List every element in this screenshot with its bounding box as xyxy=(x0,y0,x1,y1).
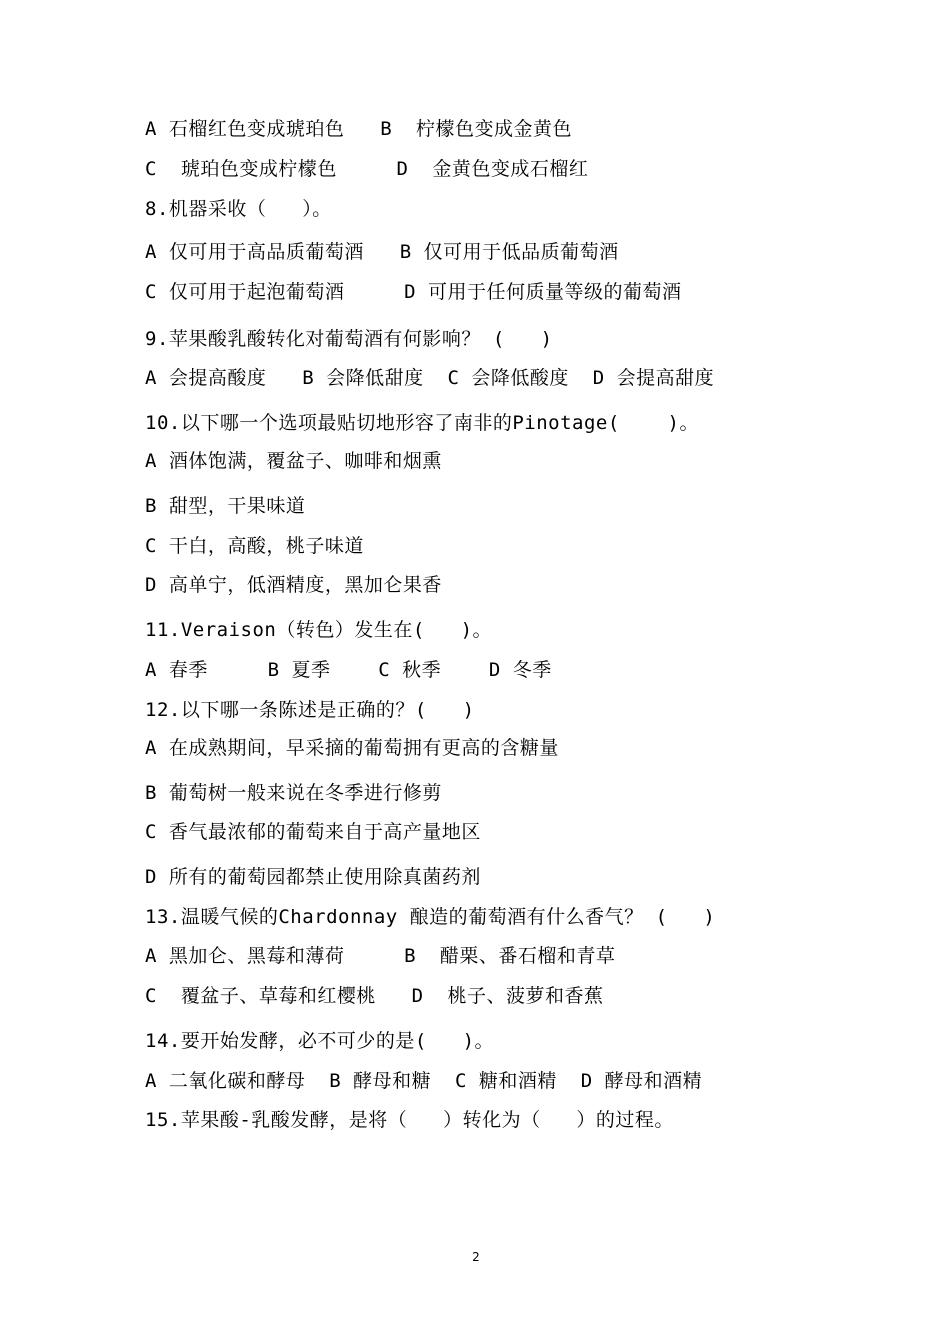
question-10-option-d: D 高单宁，低酒精度，黑加仑果香 xyxy=(145,574,442,596)
question-12-stem: 12.以下哪一条陈述是正确的？( ) xyxy=(145,699,475,721)
question-12-option-a: A 在成熟期间，早采摘的葡萄拥有更高的含糖量 xyxy=(145,737,559,759)
question-13-stem: 13.温暖气候的Chardonnay 酿造的葡萄酒有什么香气？ ( ) xyxy=(145,906,716,928)
question-9-options: A 会提高酸度 B 会降低甜度 C 会降低酸度 D 会提高甜度 xyxy=(145,367,715,389)
question-7-options-ab: A 石榴红色变成琥珀色 B 柠檬色变成金黄色 xyxy=(145,118,573,140)
question-13-options-ab: A 黑加仑、黑莓和薄荷 B 醋栗、番石榴和青草 xyxy=(145,945,616,967)
question-8-options-cd: C 仅可用于起泡葡萄酒 D 可用于任何质量等级的葡萄酒 xyxy=(145,281,682,303)
question-13-options-cd: C 覆盆子、草莓和红樱桃 D 桃子、菠萝和香蕉 xyxy=(145,985,604,1007)
question-14-stem: 14.要开始发酵，必不可少的是( )。 xyxy=(145,1030,495,1052)
question-10-option-c: C 干白，高酸，桃子味道 xyxy=(145,535,364,557)
question-11-stem: 11.Veraison（转色）发生在( )。 xyxy=(145,619,493,641)
question-9-stem: 9.苹果酸乳酸转化对葡萄酒有何影响？ ( ) xyxy=(145,328,553,350)
question-8-stem: 8.机器采收（ ）。 xyxy=(145,198,332,220)
question-10-option-b: B 甜型，干果味道 xyxy=(145,495,306,517)
question-12-option-b: B 葡萄树一般来说在冬季进行修剪 xyxy=(145,782,442,804)
question-8-options-ab: A 仅可用于高品质葡萄酒 B 仅可用于低品质葡萄酒 xyxy=(145,241,619,263)
question-14-options: A 二氧化碳和酵母 B 酵母和糖 C 糖和酒精 D 酵母和酒精 xyxy=(145,1070,703,1092)
question-10-option-a: A 酒体饱满，覆盆子、咖啡和烟熏 xyxy=(145,450,442,472)
page-number: 2 xyxy=(472,1250,480,1264)
question-7-options-cd: C 琥珀色变成柠檬色 D 金黄色变成石榴红 xyxy=(145,158,589,180)
question-12-option-c: C 香气最浓郁的葡萄来自于高产量地区 xyxy=(145,821,481,843)
question-12-option-d: D 所有的葡萄园都禁止使用除真菌药剂 xyxy=(145,866,481,888)
question-10-stem: 10.以下哪一个选项最贴切地形容了南非的Pinotage( )。 xyxy=(145,412,699,434)
question-15-stem: 15.苹果酸-乳酸发酵，是将（ ）转化为（ ）的过程。 xyxy=(145,1109,674,1131)
question-11-options: A 春季 B 夏季 C 秋季 D 冬季 xyxy=(145,659,552,681)
